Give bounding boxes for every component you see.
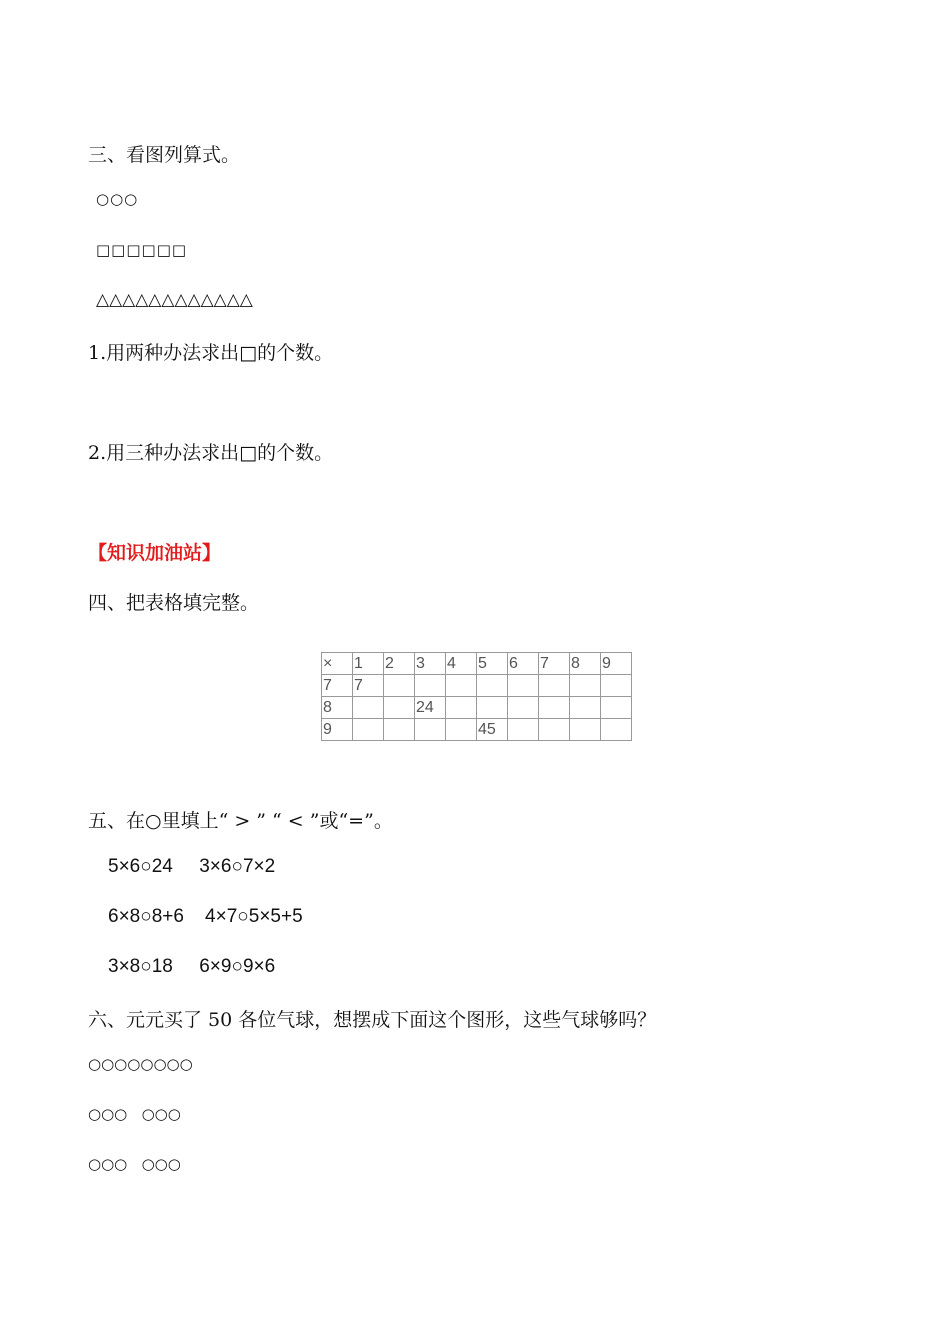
table-cell: 7 — [322, 675, 353, 697]
table-cell — [508, 675, 539, 697]
square-row: □□□□□□ — [96, 241, 188, 259]
table-cell — [508, 719, 539, 741]
table-cell — [384, 697, 415, 719]
table-cell: 9 — [601, 653, 632, 675]
table-cell: 8 — [322, 697, 353, 719]
table-cell: 5 — [477, 653, 508, 675]
table-cell: 3 — [415, 653, 446, 675]
table-cell — [446, 675, 477, 697]
table-cell: 7 — [539, 653, 570, 675]
table-cell: 7 — [353, 675, 384, 697]
table-cell — [570, 719, 601, 741]
comparison-line: 3×8○18 6×9○9×6 — [108, 956, 276, 977]
comparison-line: 5×6○24 3×6○7×2 — [108, 856, 276, 877]
table-cell — [539, 675, 570, 697]
table-cell: 9 — [322, 719, 353, 741]
table-cell: 4 — [446, 653, 477, 675]
question-2: 2.用三种办法求出□的个数。 — [88, 442, 334, 464]
table-cell — [384, 675, 415, 697]
section4-title: 四、把表格填完整。 — [88, 592, 260, 614]
table-header-row — [322, 653, 632, 675]
balloon-row: ○○○ ○○○ — [88, 1155, 181, 1173]
table-cell — [601, 697, 632, 719]
section6-title: 六、元元买了 50 各位气球，想摆成下面这个图形，这些气球够吗？ — [88, 1009, 657, 1031]
table-cell: 2 — [384, 653, 415, 675]
table-cell — [570, 675, 601, 697]
section3-title: 三、看图列算式。 — [88, 144, 241, 166]
table-cell — [446, 697, 477, 719]
table-cell — [539, 697, 570, 719]
balloon-row: ○○○ ○○○ — [88, 1105, 181, 1123]
table-row — [322, 675, 632, 697]
circle-row: ○○○ — [96, 190, 139, 208]
question-1: 1.用两种办法求出□的个数。 — [88, 342, 334, 364]
table-cell — [601, 719, 632, 741]
multiplication-table — [321, 652, 632, 741]
table-cell — [601, 675, 632, 697]
table-cell: 1 — [353, 653, 384, 675]
table-cell — [415, 675, 446, 697]
table-cell — [446, 719, 477, 741]
table-cell: 6 — [508, 653, 539, 675]
table-cell — [415, 719, 446, 741]
table-cell: 45 — [477, 719, 508, 741]
table-cell — [384, 719, 415, 741]
triangle-row: △△△△△△△△△△△△ — [96, 290, 253, 310]
comparison-line: 6×8○8+6 4×7○5×5+5 — [108, 906, 303, 927]
table-cell — [508, 697, 539, 719]
knowledge-header: 【知识加油站】 — [88, 542, 222, 564]
table-cell — [539, 719, 570, 741]
table-cell — [570, 697, 601, 719]
table-cell — [353, 719, 384, 741]
table-cell: 8 — [570, 653, 601, 675]
section5-title: 五、在○里填上“ > ” “ < ”或“=”。 — [88, 810, 393, 832]
table-row — [322, 719, 632, 741]
balloon-row: ○○○○○○○○ — [88, 1055, 193, 1073]
table-cell: 24 — [415, 697, 446, 719]
table-cell — [353, 697, 384, 719]
table-cell — [477, 697, 508, 719]
table-cell — [477, 675, 508, 697]
table-row — [322, 697, 632, 719]
table-cell: × — [322, 653, 353, 675]
